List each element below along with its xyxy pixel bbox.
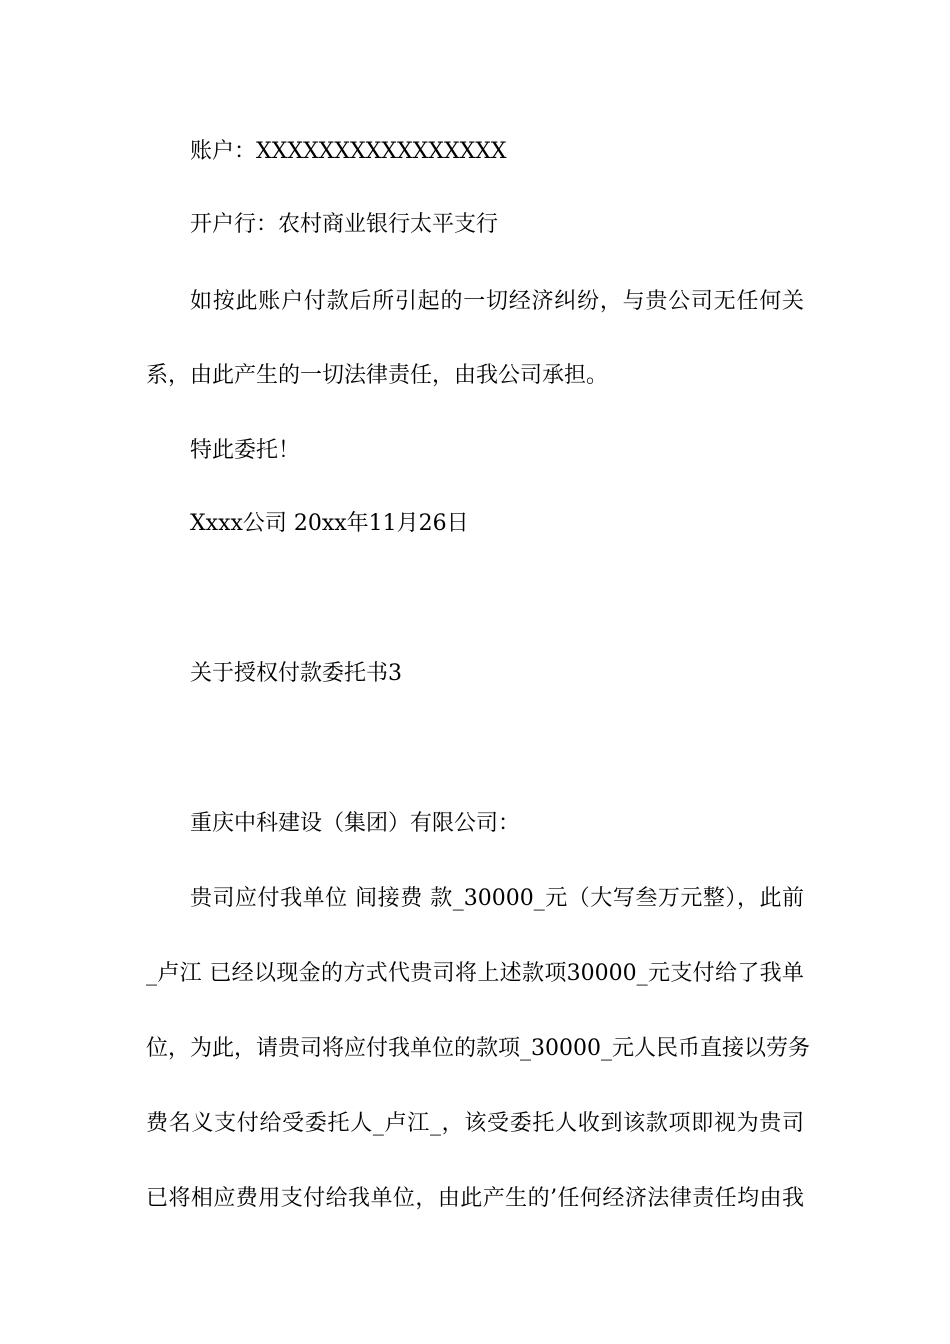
paragraph-line: 系，由此产生的一切法律责任，由我公司承担。	[146, 363, 609, 388]
body-line: 费名义支付给受委托人_卢江_，该受委托人收到该款项即视为贵司	[146, 1111, 804, 1136]
body-line: 位，为此，请贵司将应付我单位的款项_30000_元人民币直接以劳务	[146, 1036, 810, 1061]
body-line: 贵司应付我单位 间接费 款_30000_元（大写叁万元整），此前	[190, 886, 804, 911]
closing-text: 特此委托！	[190, 438, 301, 463]
signature-date: Xxxx公司 20xx年11月26日	[190, 511, 469, 536]
body-line: 已将相应费用支付给我单位，由此产生的’任何经济法律责任均由我	[146, 1186, 804, 1211]
bank-line: 开户行：农村商业银行太平支行	[190, 212, 499, 237]
addressee: 重庆中科建设（集团）有限公司：	[190, 811, 521, 836]
body-line: _卢江 已经以现金的方式代贵司将上述款项30000_元支付给了我单	[146, 961, 804, 986]
account-line: 账户：XXXXXXXXXXXXXXXX	[190, 139, 507, 164]
section-title: 关于授权付款委托书3	[190, 661, 402, 686]
paragraph-line: 如按此账户付款后所引起的一切经济纠纷，与贵公司无任何关	[190, 289, 804, 314]
